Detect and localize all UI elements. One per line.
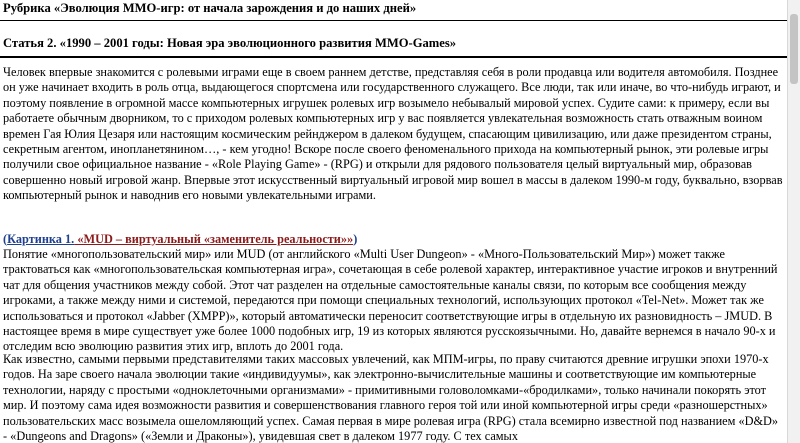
vertical-scrollbar[interactable] <box>787 0 800 443</box>
mud-paragraph: Понятие «многопользовательский мир» или MUD (от английского «Multi User Dungeon» - «Много-Пользовательский Мир») может также трактоваться как «многопользовательская компьютерная игра», сочетающая в себе ролевой характер, интерактивное участие игроков и внутренний чат для общения участников между собой. Этот чат разделен на отдельные самостоятельные каналы связи, по которым все сообщения между игроками, а также между ними и системой, передаются при помощи специальных технологий, использующих протокол «Tel-Net». Может так же использоваться и протокол «Jabber (XMPP)», который автоматически переносит соответствующие игры в отдельную их разновидность – JMUD. В настоящее время в мире существует уже более 1000 подобных игр, 19 из которых являются русскоязычными. Но, давайте вернемся в начало 90-х и отследим всю эволюцию развития этих игр, вплоть до 2001 года. <box>3 247 778 354</box>
heading-divider <box>0 20 788 21</box>
intro-paragraph: Человек впервые знакомится с ролевыми играми еще в своем раннем детстве, представляя себя в роли продавца или водителя автомобиля. Позднее он уже начинает входить в роль отца, выдающегося спортсмена или государственного служащего. Все люди, так или иначе, во что-нибудь играют, и поэтому появление в огромной массе компьютерных игрушек ролевых игр возымело небывалый мировой успех. Судите сами: к примеру, если вы работаете обычным дворником, то с приходом ролевых компьютерных игр у вас появляется увлекательная возможность стать отважным воином времен Гая Юлия Цезаря или настоящим космическим рейнджером в далеком будущем, спасающим цивилизацию, или даже президентом страны, секретным агентом, инопланетянином…, - кем угодно! Вскоре после своего феноменального прихода на компьютерный рынок, эти ролевые игры получили свое официальное название - «Role Playing Game» - (RPG) и открыли для рядового пользователя целый виртуальный мир, образовав совершенно новый игровой жанр. Впервые этот искусственный виртуальный игровой мир вошел в массы в далеком 1990-м году, буквально, взорвав компьютерный рынок и наводнив его новыми увлекательными играми. <box>3 65 783 203</box>
caption-close-paren: ) <box>353 232 358 246</box>
rubric-heading: Рубрика «Эволюция MMO-игр: от начала зарождения и до наших дней» <box>3 1 417 15</box>
caption-open-paren: ( <box>3 232 8 246</box>
scrollbar-thumb[interactable] <box>790 14 798 84</box>
caption-link[interactable]: Картинка 1. <box>7 232 75 246</box>
title-divider <box>0 56 788 58</box>
article-title: Статья 2. «1990 – 2001 годы: Новая эра эволюционного развития MMO-Games» <box>3 36 457 50</box>
history-paragraph: Как известно, самыми первыми представителями таких массовых увлечений, как МПМ-игры, по праву считаются древние игрушки эпохи 1970-х годов. На заре своего начала эволюции такие «индивидуумы», как электронно-вычислительные машины и соответствующие им компьютерные технологии, наряду с простыми «одноклеточными организмами» - примитивными головоломками-«бродилками», только начинали покорять этот мир. И поэтому сама идея возможности развития и совершенствования главного героя той или иной компьютерной игры среди «разношерстных» пользовательских масс возымела ошеломляющий успех. Самая первая в мире ролевая игра (RPG) стала всемирно известной под названием «D&D» - «Dungeons and Dragons» («Земли и Драконы»), увидевшая свет в далеком 1977 году. С тех самых <box>3 352 779 443</box>
caption-title: «MUD – виртуальный «заменитель реальности»» <box>74 232 354 246</box>
picture-caption <box>3 232 783 247</box>
